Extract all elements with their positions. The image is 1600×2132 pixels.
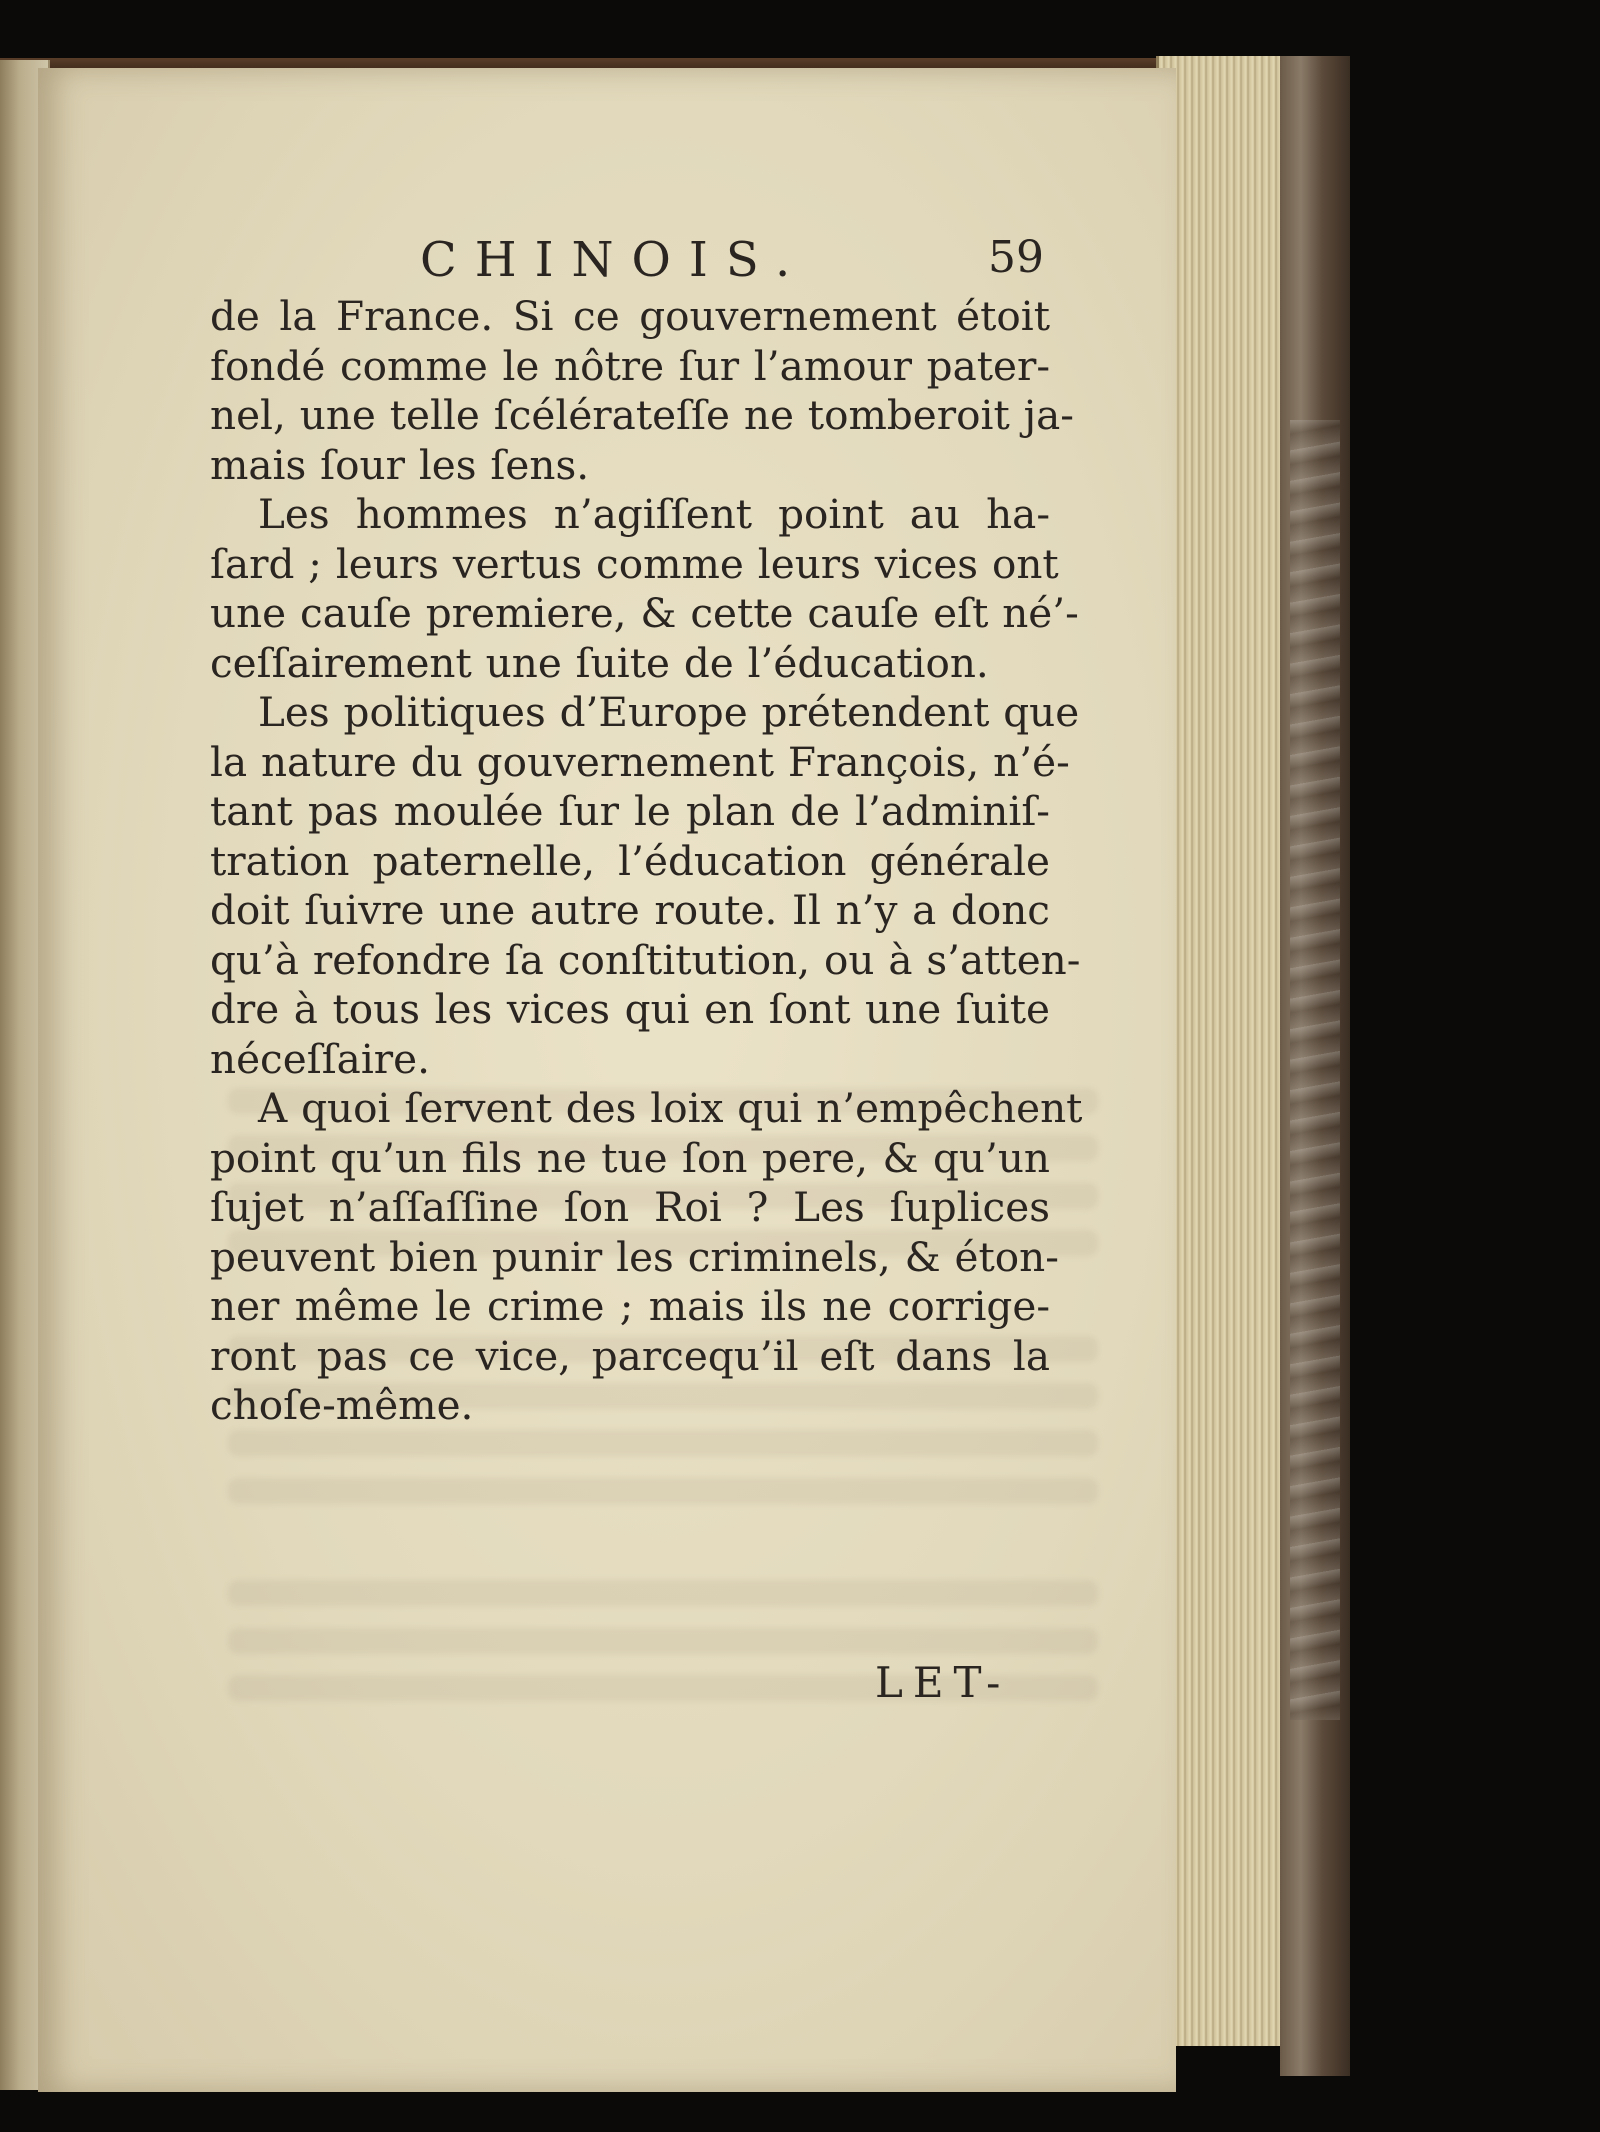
text-line: ceſſairement une ſuite de l’éducation. bbox=[210, 638, 989, 687]
text-line: une cauſe premiere, & cette cauſe eſt né’- bbox=[210, 589, 1079, 637]
paragraph bbox=[210, 490, 1079, 688]
text-block bbox=[210, 232, 1083, 1431]
page-number: 59 bbox=[988, 232, 1044, 283]
text-line: Les politiques d’Europe prétendent que bbox=[258, 688, 1080, 736]
text-line: qu’à refondre ſa conſtitution, ou à s’atten- bbox=[210, 935, 1081, 984]
text-line: A quoi ſervent des loix qui n’empêchent bbox=[258, 1084, 1083, 1132]
paragraph bbox=[210, 1084, 1083, 1431]
text-line: ſard ; leurs vertus comme leurs vices ont bbox=[210, 539, 1059, 588]
text-line: mais ſour les ſens. bbox=[210, 440, 590, 489]
text-line: dre à tous les vices qui en ſont une ſuite bbox=[210, 985, 1050, 1033]
text-line: point qu’un fils ne tue ſon pere, & qu’un bbox=[210, 1133, 1050, 1182]
text-line: fondé comme le nôtre ſur l’amour pater- bbox=[210, 341, 1050, 390]
show-through-text bbox=[228, 1430, 1098, 1456]
text-line: de la France. Si ce gouvernement étoit bbox=[210, 292, 1050, 340]
text-line: ner même le crime ; mais ils ne corrige- bbox=[210, 1282, 1050, 1330]
text-line: nel, une telle ſcélérateſſe ne tomberoit ja- bbox=[210, 391, 1074, 439]
marbled-cover bbox=[1290, 420, 1340, 1720]
text-line: choſe-même. bbox=[210, 1381, 474, 1429]
text-line: ſujet n’aſſaſſine ſon Roi ? Les ſuplices bbox=[210, 1183, 1050, 1231]
text-line: tration paternelle, l’éducation générale bbox=[210, 836, 1050, 885]
running-head bbox=[210, 232, 1050, 292]
catchword: LET- bbox=[875, 1658, 1011, 1707]
paragraph bbox=[210, 292, 1074, 490]
show-through-text bbox=[228, 1478, 1098, 1504]
text-line: néceſſaire. bbox=[210, 1034, 430, 1083]
paragraph bbox=[210, 688, 1081, 1084]
show-through-text bbox=[228, 1628, 1098, 1654]
text-line: doit ſuivre une autre route. Il n’y a donc bbox=[210, 886, 1050, 934]
running-title: CHINOIS. bbox=[420, 232, 809, 288]
text-line: tant pas moulée ſur le plan de l’adminiſ- bbox=[210, 787, 1050, 835]
show-through-text bbox=[228, 1580, 1098, 1606]
text-line: la nature du gouvernement François, n’é- bbox=[210, 737, 1070, 786]
text-line: ront pas ce vice, parcequ’il eſt dans la bbox=[210, 1331, 1050, 1380]
text-line: peuvent bien punir les criminels, & éton- bbox=[210, 1232, 1059, 1281]
text-line: Les hommes n’agiſſent point au ha- bbox=[258, 490, 1050, 538]
